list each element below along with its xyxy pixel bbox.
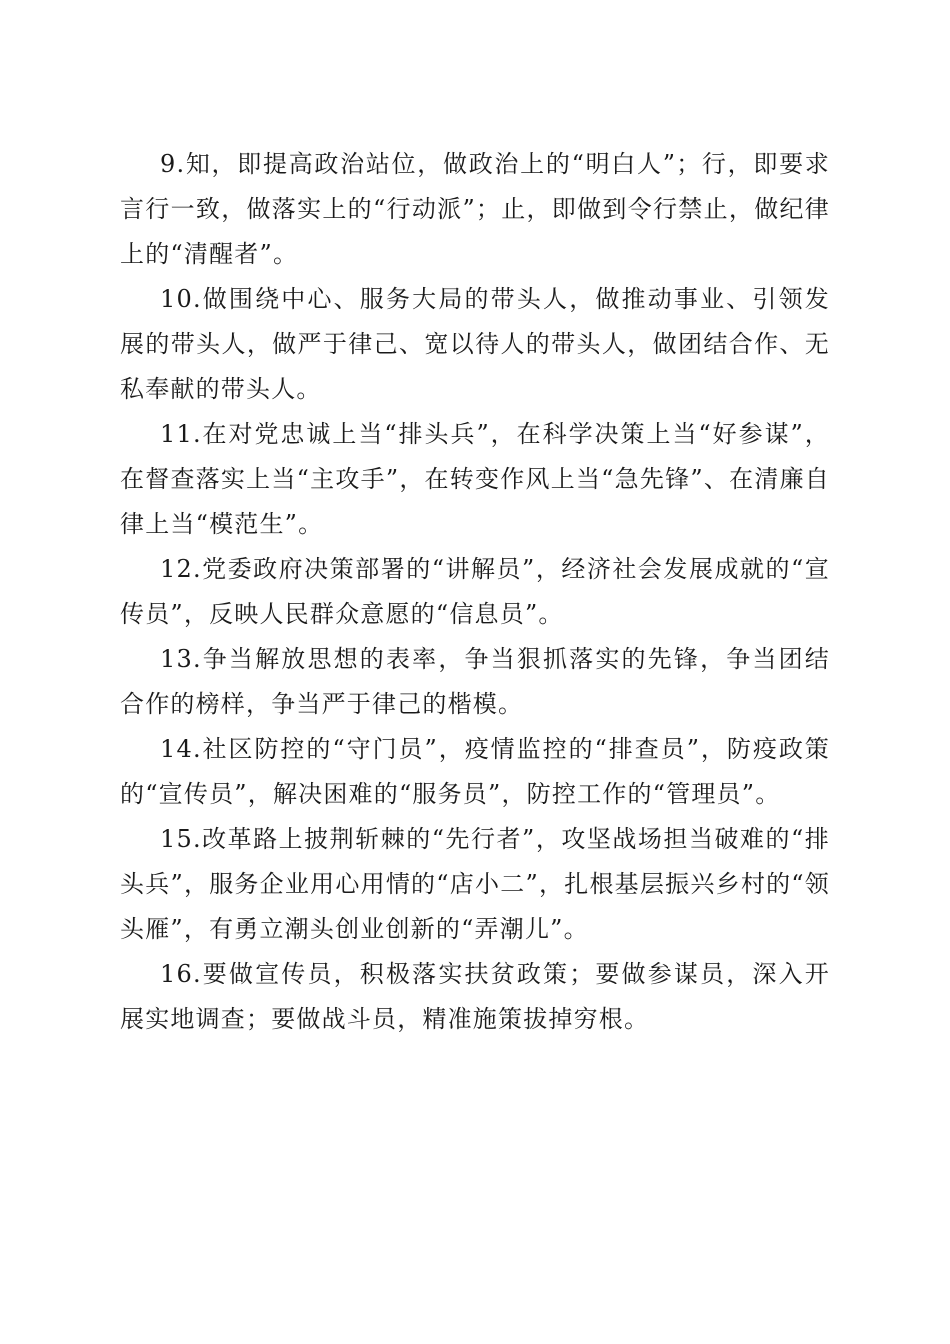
- document-body: [120, 142, 830, 1042]
- paragraph-9: 9.知，即提高政治站位，做政治上的“明白人”；行，即要求言行一致，做落实上的“行动派”；止，即做到令行禁止，做纪律上的“清醒者”。: [120, 150, 830, 268]
- paragraph-16: 16.要做宣传员，积极落实扶贫政策；要做参谋员，深入开展实地调查；要做战斗员，精准施策拔掉穷根。: [120, 960, 830, 1033]
- paragraph-12: 12.党委政府决策部署的“讲解员”，经济社会发展成就的“宣传员”，反映人民群众意愿的“信息员”。: [120, 555, 830, 628]
- paragraph-14: 14.社区防控的“守门员”，疫情监控的“排查员”，防疫政策的“宣传员”，解决困难的“服务员”，防控工作的“管理员”。: [120, 735, 830, 808]
- paragraph-11: 11.在对党忠诚上当“排头兵”，在科学决策上当“好参谋”，在督查落实上当“主攻手”，在转变作风上当“急先锋”、在清廉自律上当“模范生”。: [120, 420, 830, 538]
- paragraph-15: 15.改革路上披荆斩棘的“先行者”，攻坚战场担当破难的“排头兵”，服务企业用心用情的“店小二”，扎根基层振兴乡村的“领头雁”，有勇立潮头创业创新的“弄潮儿”。: [120, 825, 830, 943]
- paragraph-10: 10.做围绕中心、服务大局的带头人，做推动事业、引领发展的带头人，做严于律己、宽以待人的带头人，做团结合作、无私奉献的带头人。: [120, 285, 830, 403]
- paragraph-13: 13.争当解放思想的表率，争当狠抓落实的先锋，争当团结合作的榜样，争当严于律己的楷模。: [120, 645, 830, 718]
